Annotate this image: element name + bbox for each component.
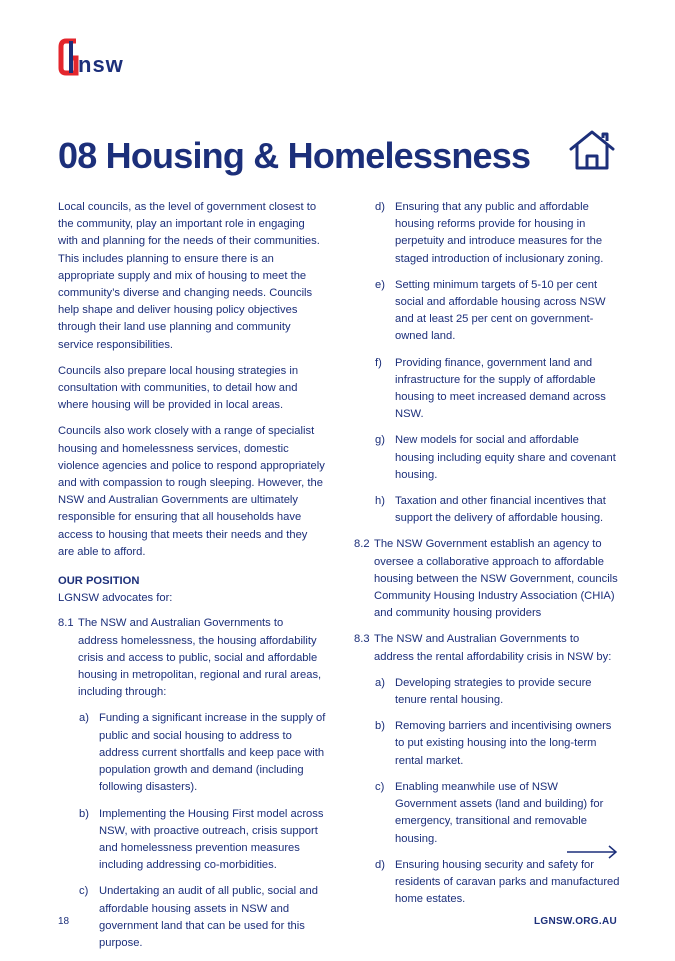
sub-item-label: d) <box>375 858 385 871</box>
left-column <box>58 199 326 961</box>
item-text: The NSW Government establish an agency to oversee a collaborative approach to affordable housing between the NSW Government, councils Community Housing Industry Association (CHIA) and community housing providers <box>374 538 618 620</box>
logo-mark-icon <box>58 38 80 76</box>
sub-item <box>354 355 620 424</box>
intro-paragraph: Councils also prepare local housing strategies in consultation with communities, to detail how and where housing will be provided in local areas. <box>58 364 299 412</box>
sub-item-label: b) <box>79 807 89 820</box>
sub-item-text: Ensuring housing security and safety for residents of caravan parks and manufactured home estates. <box>395 858 620 906</box>
sub-item <box>58 883 326 952</box>
sub-item-text: Setting minimum targets of 5-10 per cent social and affordable housing across NSW and at least 25 per cent on government-owned land. <box>395 278 606 343</box>
sub-item <box>58 710 326 796</box>
sub-item-text: Providing finance, government land and infrastructure for the supply of affordable housing to meet increased demand across NSW. <box>395 356 606 421</box>
sub-item-text: Undertaking an audit of all public, social and affordable housing assets in NSW and government land that can be used for this purpose. <box>99 885 318 949</box>
page-title: 08 Housing & Homelessness <box>58 135 531 176</box>
sub-item-text: New models for social and affordable housing including equity share and covenant housing. <box>395 434 616 481</box>
item-number: 8.2 <box>354 538 370 551</box>
sub-item <box>58 806 326 875</box>
sub-item <box>354 432 620 484</box>
page-number: 18 <box>58 916 70 927</box>
sub-item-label: b) <box>375 720 385 733</box>
right-column <box>354 199 620 917</box>
advocates-lead: LGNSW advocates for: <box>58 592 173 605</box>
sub-item-label: d) <box>375 201 385 213</box>
sub-item <box>354 199 620 268</box>
sub-item-text: Developing strategies to provide secure tenure rental housing. <box>395 676 592 707</box>
sub-item <box>354 857 620 909</box>
item-text: The NSW and Australian Governments to address homelessness, the housing affordability crisis and access to public, social and affordable housing in metropolitan, regional and rural areas, including through: <box>78 617 322 699</box>
sub-item-text: Removing barriers and incentivising owners to put existing housing into the long-term rental market. <box>395 720 612 767</box>
sub-item <box>354 779 620 848</box>
house-icon <box>568 129 616 171</box>
position-item-8-3 <box>354 631 620 665</box>
sub-item <box>354 277 620 346</box>
sub-item-text: Implementing the Housing First model across NSW, with proactive outreach, crisis support and homelessness prevention measures including addressing co-morbidities. <box>99 807 324 872</box>
item-number: 8.3 <box>354 633 370 646</box>
position-item-8-2 <box>354 536 620 622</box>
lgnsw-logo <box>58 38 128 78</box>
sub-item-label: e) <box>375 278 385 291</box>
logo-text: nsw <box>78 52 124 77</box>
sub-item-label: g) <box>375 434 385 447</box>
our-position-heading: OUR POSITION <box>58 575 140 588</box>
sub-item-label: c) <box>375 780 385 793</box>
next-arrow-icon[interactable] <box>566 844 618 860</box>
sub-item-text: Enabling meanwhile use of NSW Government assets (land and building) for emergency, transitional and removable housing. <box>395 780 604 845</box>
sub-item-text: Taxation and other financial incentives that support the delivery of affordable housing. <box>395 495 606 525</box>
sub-item-label: f) <box>375 356 382 369</box>
website-link[interactable]: LGNSW.ORG.AU <box>533 916 617 927</box>
sub-item <box>354 493 620 527</box>
sub-item-label: c) <box>79 885 89 898</box>
intro-paragraph: Local councils, as the level of government closest to the community, play an important role in engaging with and planning for the needs of their communities. This includes planning to ensure there is an appropriate supply and mix of housing to meet the community’s diverse and changing needs. Councils help shape and deliver housing policy objectives through their land use planning and community service responsibilities. <box>58 201 320 351</box>
intro-paragraph: Councils also work closely with a range of specialist housing and homelessness services, domestic violence agencies and police to respond appropriately and with compassion to rough sleeping. However, the NSW and Australian Governments are ultimately responsible for ensuring that all households have access to housing that meets their needs and they are able to afford. <box>58 425 325 558</box>
item-text: The NSW and Australian Governments to address the rental affordability crisis in NSW by: <box>374 633 612 663</box>
sub-item-label: a) <box>79 712 89 725</box>
sub-item-label: a) <box>375 676 385 689</box>
item-number: 8.1 <box>58 617 74 630</box>
sub-item-text: Ensuring that any public and affordable housing reforms provide for housing in perpetuity and introduce measures for the staged introduction of inclusionary zoning. <box>395 201 604 265</box>
sub-item <box>354 718 620 770</box>
sub-item-label: h) <box>375 495 385 508</box>
position-item-8-1 <box>58 615 326 701</box>
sub-item-text: Funding a significant increase in the supply of public and social housing to address to address current shortfalls and keep pace with population growth and demand (including following disasters). <box>99 712 326 794</box>
sub-item <box>354 675 620 709</box>
